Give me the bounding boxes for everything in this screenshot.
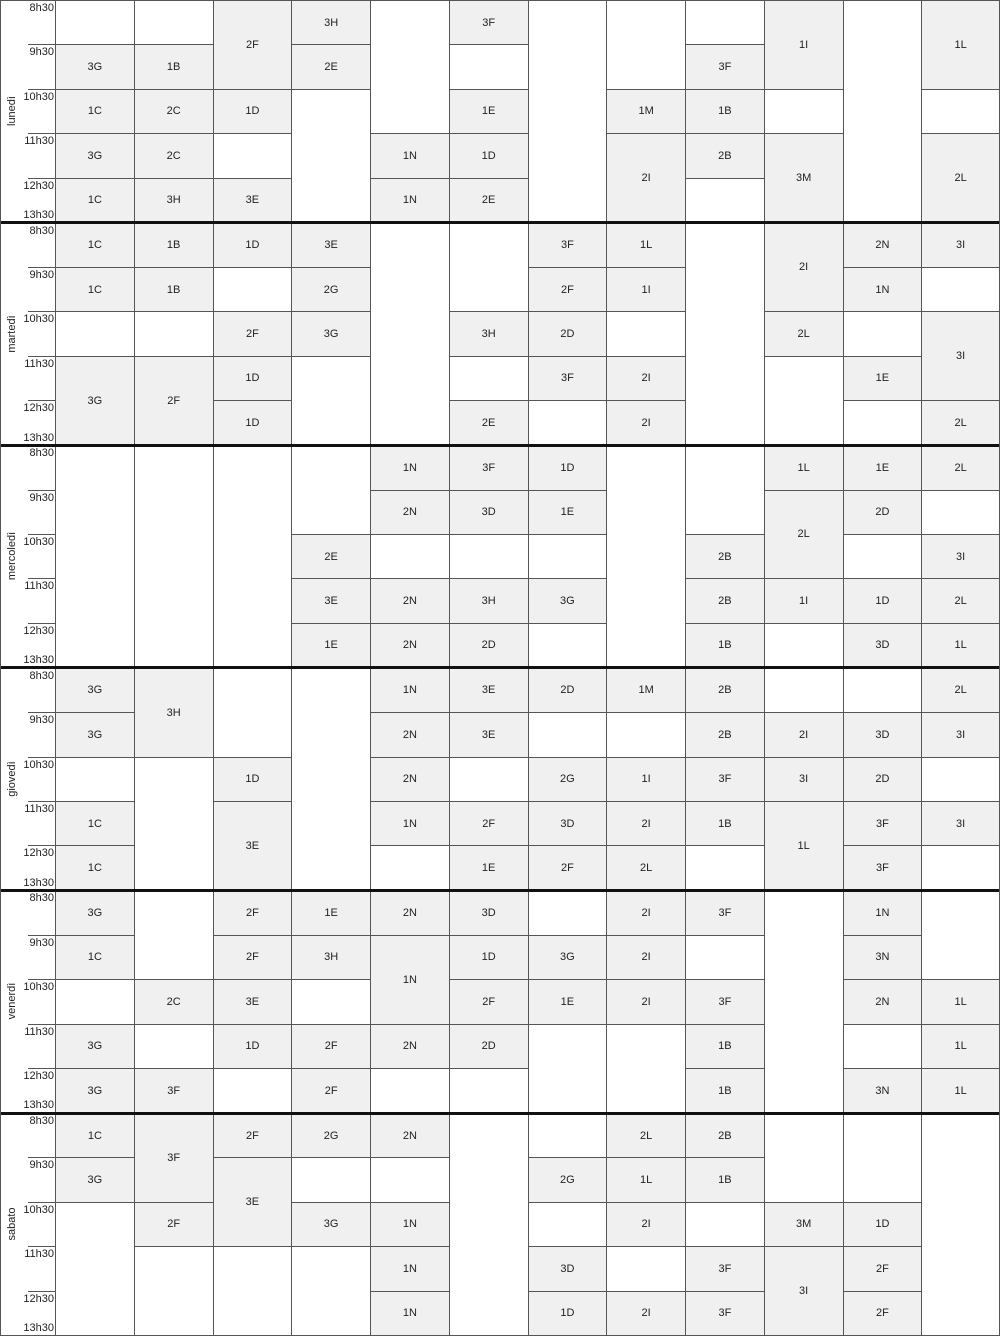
lesson-cell: 2I <box>606 935 686 980</box>
lesson-cell: 2F <box>528 267 608 312</box>
lesson-cell: 3D <box>528 1246 608 1291</box>
time-tick <box>28 178 55 179</box>
lesson-cell: 3F <box>449 445 529 490</box>
lesson-cell: 2F <box>213 935 293 980</box>
lesson-cell: 2I <box>606 979 686 1024</box>
lesson-cell: 3G <box>55 712 135 757</box>
lesson-cell: 3H <box>134 178 214 223</box>
time-tick <box>28 623 55 624</box>
day-block <box>0 668 1000 890</box>
time-label: 12h30 <box>23 624 54 637</box>
day-separator <box>0 221 1000 224</box>
lesson-cell: 1E <box>291 623 371 668</box>
lesson-cell: 2B <box>685 1113 765 1158</box>
lesson-cell: 1N <box>370 1246 450 1291</box>
lesson-cell: 3G <box>55 1157 135 1202</box>
time-label: 12h30 <box>23 402 54 415</box>
lesson-cell: 1C <box>55 223 135 268</box>
lesson-cell: 2F <box>213 890 293 935</box>
lesson-cell: 1E <box>291 890 371 935</box>
day-separator <box>0 666 1000 669</box>
lesson-cell: 3E <box>291 578 371 623</box>
time-label: 12h30 <box>23 847 54 860</box>
column-divider <box>213 445 214 667</box>
lesson-cell: 1M <box>606 89 686 134</box>
lesson-cell: 3E <box>449 668 529 713</box>
lesson-cell: 3F <box>843 801 923 846</box>
lesson-cell: 2G <box>528 1157 608 1202</box>
time-label: 12h30 <box>23 1069 54 1082</box>
lesson-cell: 2L <box>921 578 1000 623</box>
lesson-cell: 3I <box>921 712 1000 757</box>
lesson-cell: 1C <box>55 845 135 890</box>
time-tick <box>28 1157 55 1158</box>
time-tick <box>28 935 55 936</box>
lesson-cell: 1B <box>685 1157 765 1202</box>
time-label: 10h30 <box>23 1203 54 1216</box>
lesson-cell: 2B <box>685 578 765 623</box>
lesson-cell: 1L <box>606 223 686 268</box>
lesson-cell: 2N <box>370 757 450 802</box>
time-label: 9h30 <box>29 936 54 949</box>
lesson-cell: 2G <box>291 267 371 312</box>
lesson-cell: 2N <box>370 623 450 668</box>
time-label: 13h30 <box>23 431 54 444</box>
lesson-cell: 2C <box>134 89 214 134</box>
lesson-cell: 1E <box>528 979 608 1024</box>
lesson-cell: 1B <box>134 267 214 312</box>
lesson-cell: 2N <box>370 712 450 757</box>
time-label: 13h30 <box>23 1099 54 1112</box>
lesson-cell: 2F <box>213 311 293 356</box>
lesson-cell: 1C <box>55 935 135 980</box>
lesson-cell: 1C <box>55 1113 135 1158</box>
lesson-cell: 3G <box>528 935 608 980</box>
lesson-cell: 3F <box>528 356 608 401</box>
time-label: 9h30 <box>29 268 54 281</box>
lesson-cell: 3G <box>55 356 135 446</box>
lesson-cell: 2I <box>606 1202 686 1247</box>
lesson-cell: 1I <box>764 578 844 623</box>
lesson-cell: 3D <box>843 623 923 668</box>
lesson-cell: 2I <box>606 400 686 445</box>
lesson-cell: 2D <box>843 490 923 535</box>
lesson-cell: 2I <box>764 712 844 757</box>
lesson-cell: 1E <box>449 89 529 134</box>
lesson-cell: 3F <box>528 223 608 268</box>
lesson-cell: 2E <box>291 534 371 579</box>
lesson-cell: 3G <box>55 668 135 713</box>
lesson-cell: 2L <box>606 1113 686 1158</box>
lesson-cell: 1E <box>843 356 923 401</box>
lesson-cell: 1D <box>213 757 293 802</box>
day-label: martedì <box>6 314 18 353</box>
lesson-cell: 3E <box>213 801 293 891</box>
lesson-cell: 1L <box>921 0 1000 90</box>
lesson-cell: 1D <box>449 935 529 980</box>
column-divider <box>134 445 135 667</box>
lesson-cell: 2D <box>528 311 608 356</box>
time-tick <box>28 1202 55 1203</box>
lesson-cell: 1D <box>449 133 529 178</box>
time-label: 9h30 <box>29 714 54 727</box>
time-tick <box>28 578 55 579</box>
lesson-cell: 2F <box>291 1068 371 1113</box>
lesson-cell: 2B <box>685 712 765 757</box>
time-tick <box>28 1024 55 1025</box>
lesson-cell: 1N <box>370 445 450 490</box>
lesson-cell: 3H <box>291 0 371 45</box>
lesson-cell: 1N <box>370 1202 450 1247</box>
time-label: 8h30 <box>29 447 54 460</box>
time-tick <box>28 44 55 45</box>
time-tick <box>28 133 55 134</box>
lesson-cell: 2I <box>606 356 686 401</box>
lesson-cell: 3I <box>764 757 844 802</box>
lesson-cell: 3E <box>213 1157 293 1247</box>
lesson-cell: 1L <box>764 445 844 490</box>
lesson-cell: 3F <box>685 44 765 89</box>
lesson-cell: 2C <box>134 979 214 1024</box>
lesson-cell: 2D <box>843 757 923 802</box>
lesson-cell: 3F <box>685 1291 765 1336</box>
lesson-cell: 1N <box>843 267 923 312</box>
lesson-cell: 2N <box>370 1113 450 1158</box>
time-label: 8h30 <box>29 224 54 237</box>
time-label: 13h30 <box>23 654 54 667</box>
time-tick <box>28 356 55 357</box>
lesson-cell: 1C <box>55 267 135 312</box>
day-block <box>0 223 1000 445</box>
lesson-cell: 3G <box>55 1068 135 1113</box>
lesson-cell: 2L <box>921 445 1000 490</box>
lesson-cell: 1I <box>764 0 844 90</box>
lesson-cell: 3M <box>764 1202 844 1247</box>
lesson-cell: 2F <box>528 845 608 890</box>
lesson-cell: 1C <box>55 178 135 223</box>
lesson-cell: 2I <box>606 133 686 223</box>
column-divider <box>55 445 56 667</box>
time-label: 11h30 <box>24 1025 54 1038</box>
lesson-cell: 2B <box>685 668 765 713</box>
lesson-cell: 3I <box>764 1246 844 1336</box>
lesson-cell: 2L <box>921 668 1000 713</box>
lesson-cell: 1C <box>55 89 135 134</box>
lesson-cell: 3F <box>685 1246 765 1291</box>
day-separator <box>0 444 1000 447</box>
time-label: 12h30 <box>23 1292 54 1305</box>
time-tick <box>28 267 55 268</box>
lesson-cell: 1E <box>528 490 608 535</box>
lesson-cell: 1B <box>685 623 765 668</box>
lesson-cell: 3F <box>843 845 923 890</box>
time-tick <box>28 534 55 535</box>
lesson-cell: 3D <box>528 801 608 846</box>
lesson-cell: 1D <box>528 1291 608 1336</box>
lesson-cell: 3N <box>843 1068 923 1113</box>
lesson-cell: 2N <box>370 1024 450 1069</box>
time-label: 11h30 <box>24 357 54 370</box>
lesson-cell: 3F <box>134 1113 214 1203</box>
time-label: 8h30 <box>29 669 54 682</box>
time-label: 11h30 <box>24 1248 54 1261</box>
lesson-cell: 2D <box>449 623 529 668</box>
lesson-cell: 3I <box>921 223 1000 268</box>
lesson-cell: 1N <box>370 178 450 223</box>
lesson-cell: 1D <box>213 400 293 445</box>
time-tick <box>28 400 55 401</box>
lesson-cell: 1L <box>921 979 1000 1024</box>
lesson-cell: 3N <box>843 935 923 980</box>
time-tick <box>28 712 55 713</box>
lesson-cell: 2N <box>370 578 450 623</box>
time-tick <box>28 490 55 491</box>
lesson-cell: 3E <box>213 178 293 223</box>
lesson-cell: 1N <box>843 890 923 935</box>
lesson-cell: 2G <box>528 757 608 802</box>
time-label: 11h30 <box>24 135 54 148</box>
time-label: 10h30 <box>23 313 54 326</box>
lesson-cell: 1B <box>685 1068 765 1113</box>
lesson-cell: 1B <box>134 44 214 89</box>
time-label: 11h30 <box>24 802 54 815</box>
time-label: 11h30 <box>24 580 54 593</box>
time-tick <box>28 801 55 802</box>
lesson-cell: 3G <box>291 311 371 356</box>
time-label: 13h30 <box>23 1322 54 1334</box>
day-separator <box>0 1112 1000 1115</box>
day-label: venerdì <box>6 983 18 1020</box>
lesson-cell: 3D <box>843 712 923 757</box>
lesson-cell: 3E <box>213 979 293 1024</box>
lesson-cell: 3H <box>449 311 529 356</box>
lesson-cell: 3D <box>449 890 529 935</box>
day-label: mercoledì <box>6 532 18 581</box>
time-label: 9h30 <box>29 491 54 504</box>
lesson-cell: 1B <box>685 1024 765 1069</box>
lesson-cell: 3E <box>449 712 529 757</box>
lesson-cell: 3I <box>921 801 1000 846</box>
day-label: lunedì <box>6 96 18 126</box>
lesson-cell: 3G <box>528 578 608 623</box>
lesson-cell: 2N <box>370 890 450 935</box>
time-label: 13h30 <box>23 209 54 221</box>
lesson-cell: 1D <box>213 1024 293 1069</box>
time-label: 12h30 <box>23 179 54 192</box>
lesson-cell: 1I <box>606 757 686 802</box>
lesson-cell: 1I <box>606 267 686 312</box>
lesson-cell: 1L <box>921 1024 1000 1069</box>
day-block <box>0 0 1000 222</box>
lesson-cell: 2I <box>606 1291 686 1336</box>
lesson-cell: 2F <box>843 1291 923 1336</box>
lesson-cell: 1L <box>921 1068 1000 1113</box>
lesson-cell: 2F <box>134 1202 214 1247</box>
lesson-cell: 3G <box>291 1202 371 1247</box>
lesson-cell: 2N <box>370 490 450 535</box>
lesson-cell: 2L <box>921 400 1000 445</box>
lesson-cell: 1L <box>764 801 844 891</box>
lesson-cell: 1D <box>843 578 923 623</box>
lesson-cell: 2F <box>213 1113 293 1158</box>
time-label: 13h30 <box>23 876 54 889</box>
lesson-cell: 3F <box>449 0 529 45</box>
lesson-cell: 1N <box>370 1291 450 1336</box>
lesson-cell: 3G <box>55 1024 135 1069</box>
lesson-cell: 3I <box>921 534 1000 579</box>
lesson-cell: 2I <box>606 801 686 846</box>
lesson-cell: 1L <box>606 1157 686 1202</box>
lesson-cell: 3F <box>685 890 765 935</box>
lesson-cell: 3F <box>685 757 765 802</box>
lesson-cell: 1B <box>685 801 765 846</box>
lesson-cell: 1E <box>449 845 529 890</box>
day-label: sabato <box>6 1207 18 1241</box>
day-block <box>0 890 1000 1112</box>
lesson-cell: 3G <box>55 890 135 935</box>
lesson-cell: 2F <box>449 979 529 1024</box>
day-block <box>0 1113 1000 1335</box>
lesson-cell: 3H <box>449 578 529 623</box>
lesson-cell: 2I <box>764 223 844 313</box>
time-tick <box>28 845 55 846</box>
lesson-cell: 1N <box>370 801 450 846</box>
lesson-cell: 2L <box>764 311 844 356</box>
lesson-cell: 2L <box>764 490 844 580</box>
lesson-cell: 2L <box>921 133 1000 223</box>
time-tick <box>28 979 55 980</box>
lesson-cell: 2G <box>291 1113 371 1158</box>
lesson-cell: 3G <box>55 44 135 89</box>
lesson-cell: 2F <box>843 1246 923 1291</box>
lesson-cell: 1D <box>528 445 608 490</box>
lesson-cell: 2E <box>449 400 529 445</box>
time-label: 8h30 <box>29 1115 54 1127</box>
time-tick <box>28 89 55 90</box>
lesson-cell: 1D <box>213 223 293 268</box>
lesson-cell: 2C <box>134 133 214 178</box>
lesson-cell: 3I <box>921 311 1000 401</box>
lesson-cell: 1N <box>370 668 450 713</box>
time-label: 8h30 <box>29 2 54 14</box>
lesson-cell: 2N <box>843 979 923 1024</box>
lesson-cell: 3D <box>449 490 529 535</box>
day-separator <box>0 889 1000 892</box>
time-tick <box>28 757 55 758</box>
lesson-cell: 1E <box>843 445 923 490</box>
time-label: 10h30 <box>23 758 54 771</box>
lesson-cell: 3H <box>291 935 371 980</box>
time-tick <box>28 1068 55 1069</box>
lesson-cell: 1D <box>213 89 293 134</box>
lesson-cell: 2F <box>291 1024 371 1069</box>
time-tick <box>28 1246 55 1247</box>
time-label: 10h30 <box>23 535 54 548</box>
time-label: 10h30 <box>23 90 54 103</box>
time-tick <box>28 311 55 312</box>
lesson-cell: 2D <box>528 668 608 713</box>
lesson-cell: 3G <box>55 133 135 178</box>
time-tick <box>28 1291 55 1292</box>
time-label: 8h30 <box>29 892 54 905</box>
lesson-cell: 2F <box>449 801 529 846</box>
lesson-cell: 2E <box>449 178 529 223</box>
lesson-cell: 1N <box>370 133 450 178</box>
lesson-cell: 2B <box>685 534 765 579</box>
time-label: 10h30 <box>23 981 54 994</box>
lesson-cell: 2B <box>685 133 765 178</box>
lesson-cell: 1D <box>843 1202 923 1247</box>
lesson-cell: 1L <box>921 623 1000 668</box>
time-label: 9h30 <box>29 1159 54 1172</box>
lesson-cell: 2L <box>606 845 686 890</box>
lesson-cell: 2I <box>606 890 686 935</box>
lesson-cell: 3E <box>291 223 371 268</box>
lesson-cell: 1B <box>134 223 214 268</box>
day-label: giovedì <box>6 761 18 797</box>
lesson-cell: 1M <box>606 668 686 713</box>
lesson-cell: 3H <box>134 668 214 758</box>
lesson-cell: 1C <box>55 801 135 846</box>
lesson-cell: 1N <box>370 935 450 1025</box>
lesson-cell: 2N <box>843 223 923 268</box>
lesson-cell: 3F <box>685 979 765 1024</box>
lesson-cell: 2D <box>449 1024 529 1069</box>
lesson-cell: 2F <box>134 356 214 446</box>
time-label: 9h30 <box>29 46 54 59</box>
lesson-cell: 3M <box>764 133 844 223</box>
lesson-cell: 2F <box>213 0 293 90</box>
lesson-cell: 1B <box>685 89 765 134</box>
lesson-cell: 2E <box>291 44 371 89</box>
day-block <box>0 445 1000 667</box>
lesson-cell: 3F <box>134 1068 214 1113</box>
lesson-cell: 1D <box>213 356 293 401</box>
